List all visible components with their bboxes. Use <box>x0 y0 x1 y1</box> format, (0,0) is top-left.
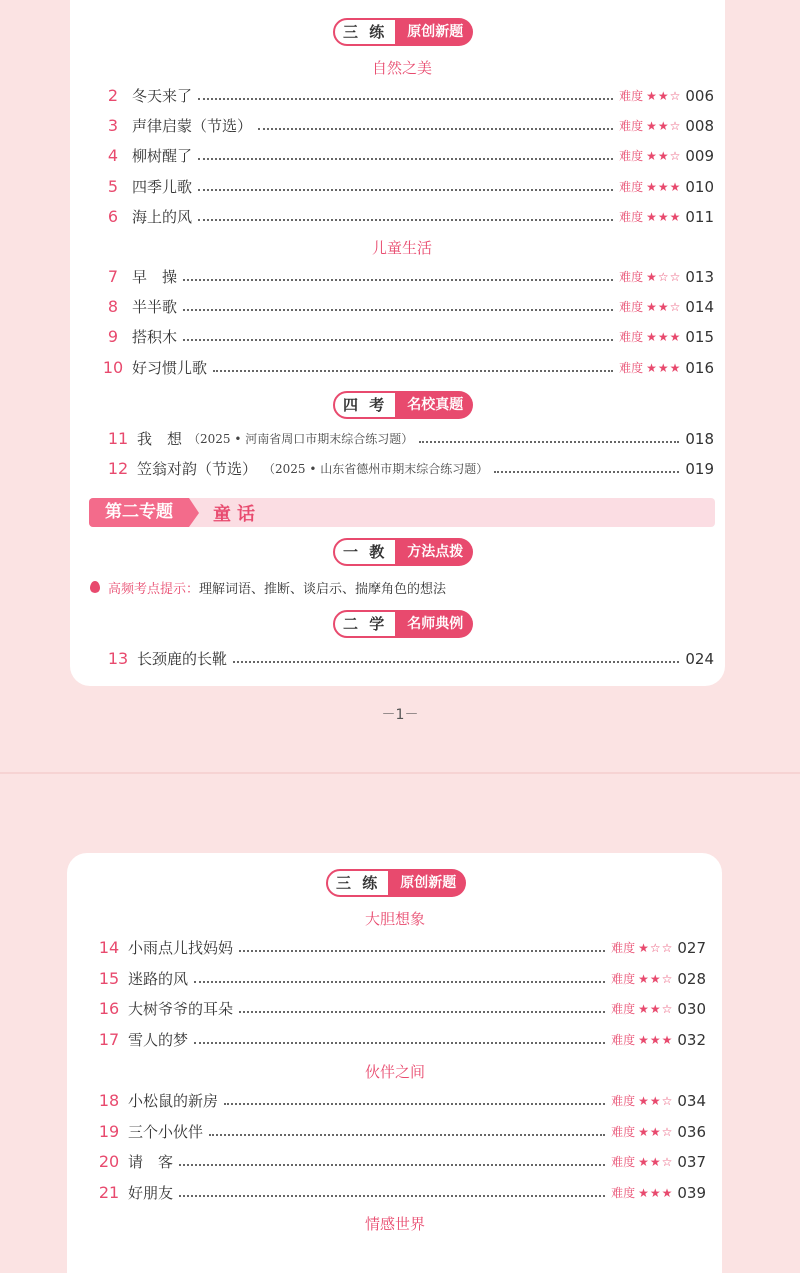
entry-number: 13 <box>107 649 129 668</box>
difficulty-stars: ★★★ <box>646 330 682 345</box>
leader-dots <box>183 339 613 341</box>
badge-left: 四 考 <box>333 391 397 419</box>
toc-entry[interactable] <box>90 968 706 990</box>
entry-number: 18 <box>98 1091 120 1110</box>
entry-title: 请 客 <box>128 1153 174 1171</box>
toc-entry[interactable] <box>90 1029 706 1051</box>
badge-teach <box>333 538 473 566</box>
difficulty-label: 难度 <box>619 330 644 345</box>
difficulty-stars: ★★☆ <box>638 1155 674 1169</box>
entry-title: 三个小伙伴 <box>128 1122 204 1141</box>
entry-title: 迷路的风 <box>128 969 189 988</box>
entry-number: 7 <box>107 267 119 286</box>
toc-entry[interactable] <box>90 1090 706 1112</box>
difficulty-label: 难度 <box>619 179 644 194</box>
entry-title: 笠翁对韵（节选） <box>137 460 258 478</box>
difficulty-label: 难度 <box>611 941 636 955</box>
entry-title: 早 操 <box>132 268 178 286</box>
entry-page: 008 <box>685 117 714 136</box>
difficulty-label: 难度 <box>611 1155 636 1169</box>
entry-number: 14 <box>98 938 120 957</box>
entry-page: 013 <box>685 268 714 286</box>
difficulty-label: 难度 <box>619 300 644 315</box>
badge-left: 二 学 <box>333 610 397 638</box>
difficulty-stars: ★★☆ <box>638 1124 674 1139</box>
leader-dots <box>179 1164 605 1166</box>
difficulty-label: 难度 <box>611 1094 636 1108</box>
group-heading: 伙伴之间 <box>364 1063 425 1081</box>
entry-number: 16 <box>98 999 120 1018</box>
toc-entry[interactable] <box>90 1151 706 1173</box>
entry-page: 036 <box>677 1122 706 1141</box>
entry-title: 小雨点儿找妈妈 <box>128 939 234 957</box>
badge-left: 三 练 <box>326 869 390 897</box>
entry-number: 21 <box>98 1182 120 1202</box>
leader-dots <box>198 219 613 221</box>
toc-entry[interactable] <box>99 428 714 450</box>
entry-page: 019 <box>685 460 714 478</box>
leader-dots <box>239 950 605 952</box>
difficulty-stars: ★★★ <box>646 209 682 224</box>
entry-page: 014 <box>685 298 714 317</box>
entry-title: 半半歌 <box>132 298 178 317</box>
difficulty-stars: ★★☆ <box>646 149 682 164</box>
entry-page: 030 <box>677 1000 706 1018</box>
badge-right: 原创新题 <box>390 869 466 897</box>
flame-icon <box>90 581 100 593</box>
leader-dots <box>224 1103 605 1105</box>
difficulty-stars: ★☆☆ <box>646 270 682 284</box>
entry-title: 好习惯儿歌 <box>132 358 208 377</box>
toc-entry[interactable] <box>94 115 714 137</box>
badge-practice <box>326 869 466 897</box>
entry-title: 冬天来了 <box>132 87 193 105</box>
group-heading: 情感世界 <box>364 1215 425 1233</box>
section-tag: 第二专题 <box>89 498 189 527</box>
toc-entry[interactable] <box>90 937 706 959</box>
badge-right: 原创新题 <box>397 18 473 46</box>
difficulty-label: 难度 <box>611 1032 636 1047</box>
entry-title: 柳树醒了 <box>132 147 193 166</box>
entry-number: 9 <box>107 327 119 347</box>
toc-entry[interactable] <box>90 1182 706 1204</box>
page-gap-divider <box>0 772 800 774</box>
difficulty-label: 难度 <box>619 209 644 224</box>
badge-right: 名校真题 <box>397 391 473 419</box>
badge-left: 三 练 <box>333 18 397 46</box>
leader-dots <box>183 309 613 311</box>
entry-title: 声律启蒙（节选） <box>132 117 253 136</box>
entry-title: 搭积木 <box>132 328 178 347</box>
entry-title: 四季儿歌 <box>132 177 193 196</box>
difficulty-label: 难度 <box>611 971 636 986</box>
toc-entry[interactable] <box>99 648 714 670</box>
entry-number: 17 <box>98 1029 120 1049</box>
leader-dots <box>419 441 679 443</box>
entry-page: 037 <box>677 1153 706 1171</box>
entry-number: 12 <box>107 459 129 478</box>
section-header <box>89 498 715 527</box>
leader-dots <box>194 1042 605 1044</box>
entry-page: 024 <box>685 650 714 668</box>
entry-title: 雪人的梦 <box>128 1030 189 1049</box>
difficulty-label: 难度 <box>619 149 644 164</box>
entry-number: 4 <box>107 146 119 166</box>
entry-page: 039 <box>677 1183 706 1202</box>
difficulty-label: 难度 <box>611 1185 636 1200</box>
badge-practice <box>333 18 473 46</box>
key-point-tip <box>90 577 446 597</box>
leader-dots <box>198 158 613 160</box>
entry-number: 8 <box>107 297 119 317</box>
difficulty-stars: ★★☆ <box>646 89 682 103</box>
entry-title: 小松鼠的新房 <box>128 1092 219 1110</box>
toc-entry[interactable] <box>90 998 706 1020</box>
entry-title: 我 想 <box>137 430 183 448</box>
leader-dots <box>494 471 679 473</box>
toc-entry[interactable] <box>94 296 714 318</box>
entry-page: 028 <box>677 969 706 988</box>
badge-right: 名师典例 <box>397 610 473 638</box>
group-heading: 大胆想象 <box>364 910 425 928</box>
entry-title: 海上的风 <box>132 207 193 226</box>
tip-text: 理解词语、推断、谈启示、揣摩角色的想法 <box>199 581 447 597</box>
entry-number: 20 <box>98 1152 120 1171</box>
entry-title: 大树爷爷的耳朵 <box>128 1000 234 1018</box>
leader-dots <box>194 981 605 983</box>
difficulty-stars: ★★☆ <box>638 1002 674 1016</box>
entry-title: 好朋友 <box>128 1183 174 1202</box>
entry-number: 11 <box>107 429 129 448</box>
difficulty-stars: ★★★ <box>638 1185 674 1200</box>
entry-source-note: （2025 • 河南省周口市期末综合练习题） <box>188 432 414 446</box>
difficulty-label: 难度 <box>619 270 644 284</box>
leader-dots <box>209 1134 605 1136</box>
badge-right: 方法点拨 <box>397 538 473 566</box>
entry-number: 3 <box>107 116 119 136</box>
leader-dots <box>258 128 613 130</box>
toc-entry[interactable] <box>99 458 714 480</box>
leader-dots <box>183 279 613 281</box>
toc-entry[interactable] <box>94 206 714 228</box>
toc-entry[interactable] <box>94 176 714 198</box>
group-heading: 自然之美 <box>371 59 432 77</box>
badge-learn <box>333 610 473 638</box>
leader-dots <box>239 1011 605 1013</box>
entry-page: 018 <box>685 430 714 448</box>
toc-entry[interactable] <box>94 266 714 288</box>
difficulty-stars: ★★☆ <box>646 300 682 315</box>
difficulty-stars: ★★☆ <box>638 1094 674 1108</box>
entry-page: 027 <box>677 939 706 957</box>
difficulty-stars: ★★☆ <box>638 971 674 986</box>
group-heading: 儿童生活 <box>371 239 432 257</box>
entry-number: 6 <box>107 206 119 226</box>
leader-dots <box>198 189 613 191</box>
entry-page: 006 <box>685 87 714 105</box>
toc-entry[interactable] <box>94 326 714 348</box>
entry-page: 009 <box>685 147 714 166</box>
difficulty-stars: ★★★ <box>646 179 682 194</box>
difficulty-stars: ★★★ <box>638 1032 674 1047</box>
entry-page: 034 <box>677 1092 706 1110</box>
entry-source-note: （2025 • 山东省德州市期末综合练习题） <box>263 462 489 476</box>
section-name: 童话 <box>213 503 261 525</box>
badge-left: 一 教 <box>333 538 397 566</box>
leader-dots <box>179 1195 605 1197</box>
toc-entry[interactable] <box>94 85 714 107</box>
tip-label: 高频考点提示： <box>108 581 200 597</box>
difficulty-stars: ★★☆ <box>646 119 682 134</box>
leader-dots <box>213 370 613 372</box>
entry-page: 016 <box>685 358 714 377</box>
page-number: －1－ <box>381 707 419 723</box>
entry-number: 15 <box>98 968 120 988</box>
entry-page: 010 <box>685 177 714 196</box>
toc-entry[interactable] <box>94 145 714 167</box>
badge-exam <box>333 391 473 419</box>
difficulty-stars: ★★★ <box>646 360 682 375</box>
entry-page: 011 <box>685 207 714 226</box>
entry-number: 5 <box>107 176 119 196</box>
entry-number: 2 <box>107 86 119 105</box>
entry-title: 长颈鹿的长靴 <box>137 650 228 668</box>
difficulty-label: 难度 <box>619 360 644 375</box>
entry-page: 015 <box>685 328 714 347</box>
difficulty-label: 难度 <box>619 89 644 103</box>
entry-page: 032 <box>677 1030 706 1049</box>
difficulty-label: 难度 <box>611 1002 636 1016</box>
toc-entry[interactable] <box>94 357 714 379</box>
difficulty-stars: ★☆☆ <box>638 941 674 955</box>
leader-dots <box>233 661 679 663</box>
entry-number: 10 <box>102 357 124 377</box>
toc-entry[interactable] <box>90 1121 706 1143</box>
leader-dots <box>198 98 613 100</box>
entry-number: 19 <box>98 1121 120 1141</box>
difficulty-label: 难度 <box>619 119 644 134</box>
difficulty-label: 难度 <box>611 1124 636 1139</box>
